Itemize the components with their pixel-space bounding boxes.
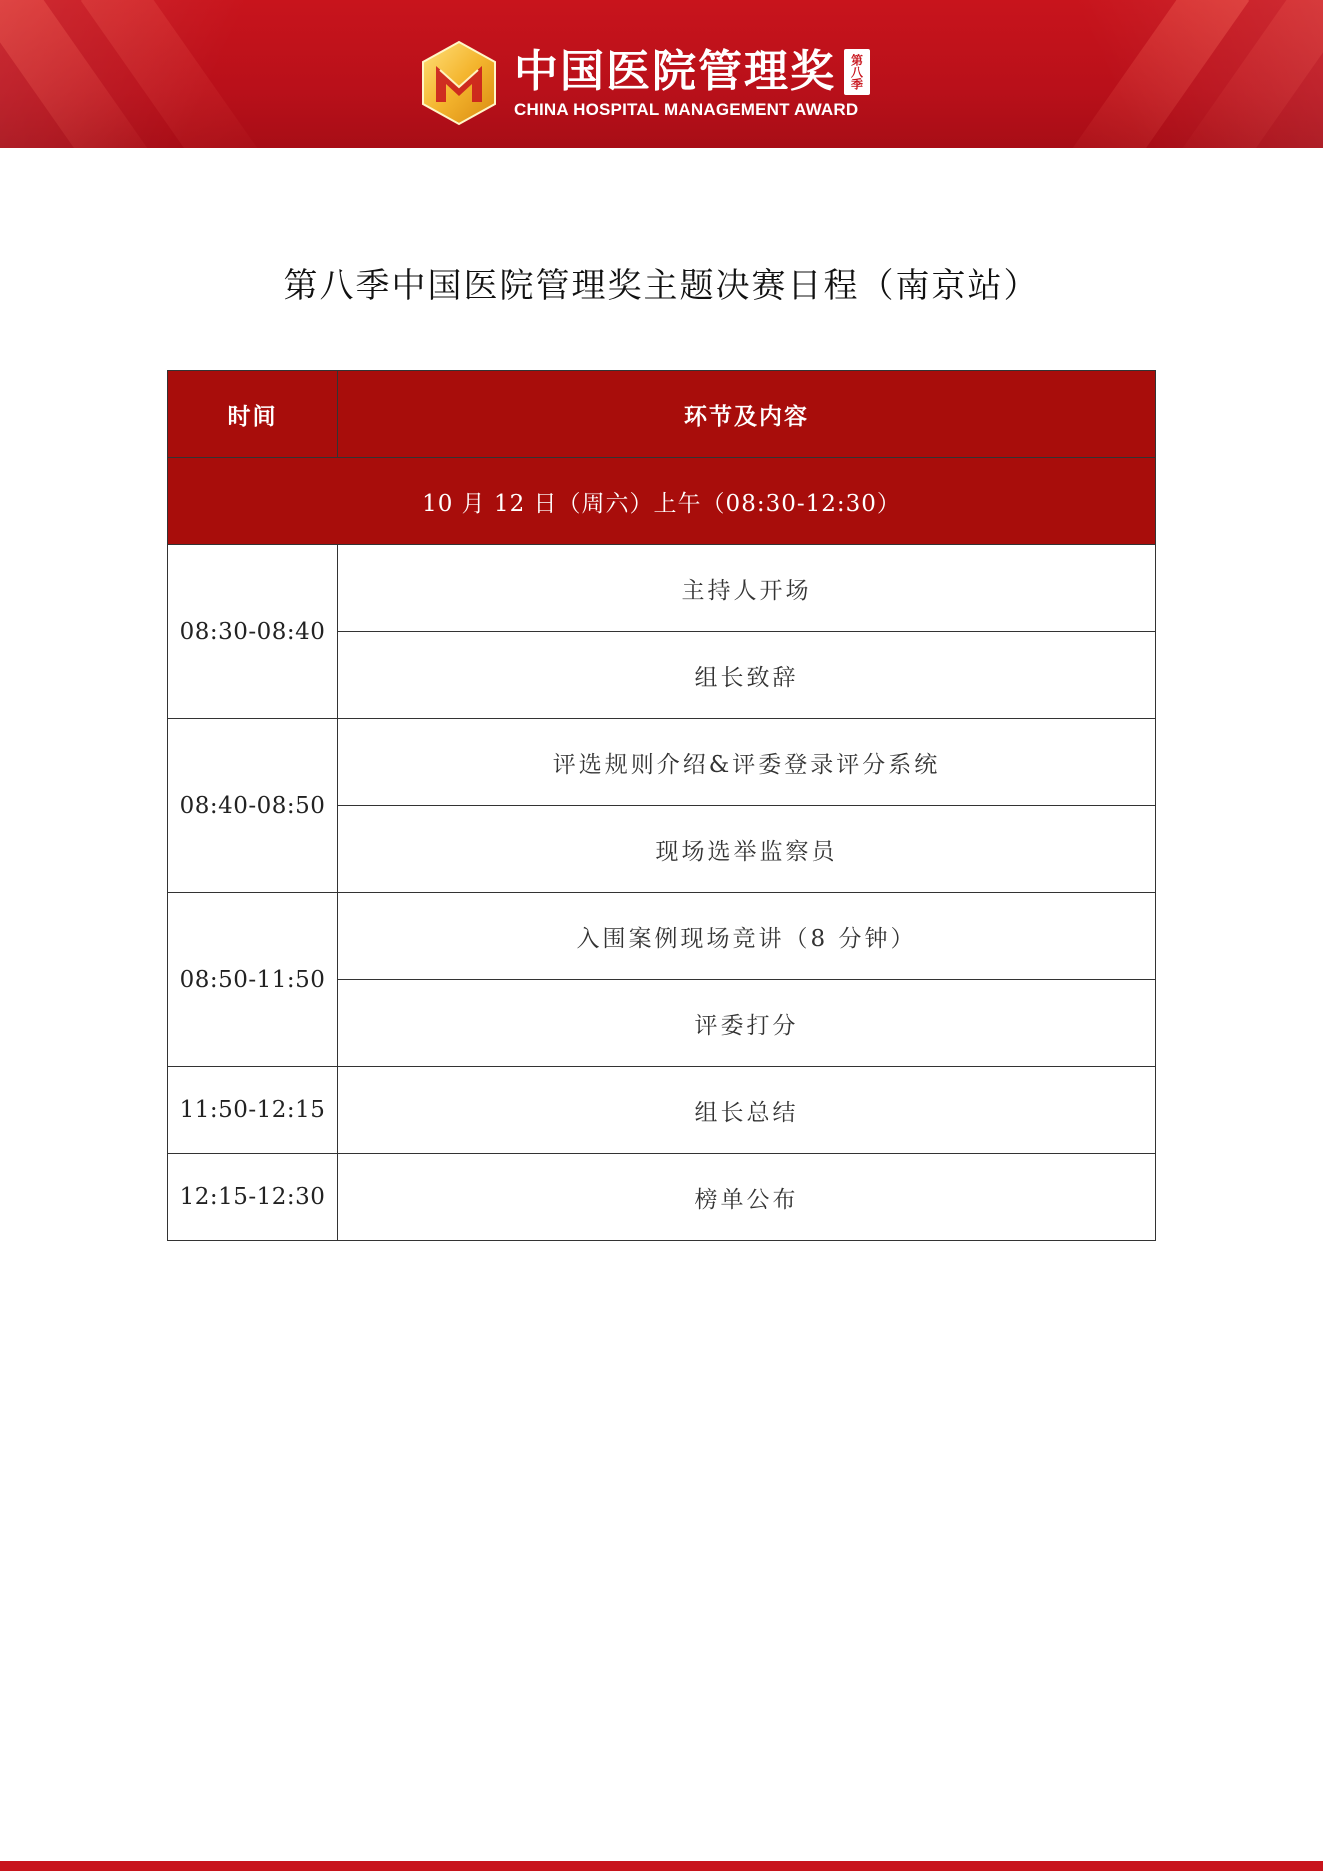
table-row — [168, 1154, 1156, 1241]
agenda-item: 评选规则介绍&评委登录评分系统 — [338, 719, 1156, 806]
header-time: 时间 — [168, 371, 338, 458]
day-row — [168, 458, 1156, 545]
agenda-item: 榜单公布 — [338, 1154, 1156, 1241]
time-cell: 08:30-08:40 — [168, 545, 338, 719]
footer-bar — [0, 1861, 1323, 1871]
agenda-item: 入围案例现场竞讲（8 分钟） — [338, 893, 1156, 980]
table-header-row — [168, 371, 1156, 458]
award-logo — [420, 38, 870, 128]
agenda-item: 组长致辞 — [338, 632, 1156, 719]
agenda-item: 组长总结 — [338, 1067, 1156, 1154]
header-banner — [0, 0, 1323, 148]
season-badge: 第八季 — [844, 49, 870, 95]
header-content: 环节及内容 — [338, 371, 1156, 458]
time-cell: 08:40-08:50 — [168, 719, 338, 893]
agenda-item: 现场选举监察员 — [338, 806, 1156, 893]
page-title: 第八季中国医院管理奖主题决赛日程（南京站） — [283, 266, 1040, 306]
schedule-table — [167, 370, 1156, 1241]
table-row — [168, 719, 1156, 806]
logo-chinese-name: 中国医院管理奖 — [514, 46, 836, 97]
m-hexagon-icon — [420, 40, 498, 126]
time-cell: 08:50-11:50 — [168, 893, 338, 1067]
day-label: 10 月 12 日（周六）上午（08:30-12:30） — [168, 458, 1156, 545]
table-row — [168, 545, 1156, 632]
agenda-item: 主持人开场 — [338, 545, 1156, 632]
table-row — [168, 1067, 1156, 1154]
time-cell: 12:15-12:30 — [168, 1154, 338, 1241]
time-cell: 11:50-12:15 — [168, 1067, 338, 1154]
agenda-item: 评委打分 — [338, 980, 1156, 1067]
logo-english-name: CHINA HOSPITAL MANAGEMENT AWARD — [514, 100, 859, 119]
table-row — [168, 893, 1156, 980]
